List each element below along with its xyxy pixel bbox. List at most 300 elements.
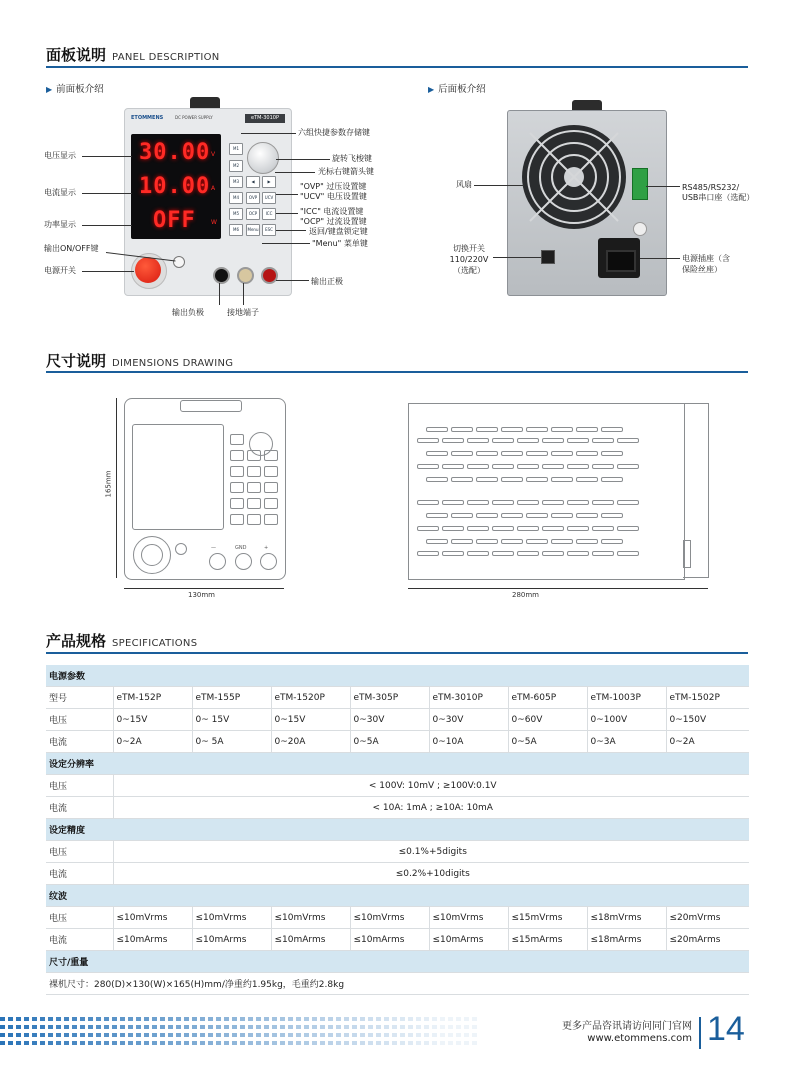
outline-terminal-gnd: [235, 553, 252, 570]
dot: [88, 1033, 93, 1037]
dot: [448, 1033, 453, 1037]
dot: [0, 1041, 5, 1045]
outline-key: [247, 482, 261, 493]
vent-slot: [576, 427, 598, 432]
dot: [352, 1017, 357, 1021]
model-cell: eTM-1520P: [271, 687, 350, 709]
display-screen: [131, 134, 221, 239]
leader-line: [493, 257, 541, 258]
label-ovp: "OVP" 过压设置键: [300, 182, 367, 191]
specs-title-cn: 产品规格: [46, 632, 107, 650]
dot: [464, 1033, 469, 1037]
model-cell: eTM-1502P: [666, 687, 749, 709]
dot: [464, 1025, 469, 1029]
dot: [448, 1017, 453, 1021]
vent-slot: [467, 500, 489, 505]
outline-key: [247, 514, 261, 525]
dot: [312, 1017, 317, 1021]
dot: [32, 1017, 37, 1021]
output-negative-terminal[interactable]: [213, 267, 230, 284]
dot: [8, 1017, 13, 1021]
group-accuracy: 设定精度: [46, 819, 749, 841]
dot: [360, 1033, 365, 1037]
dot: [344, 1041, 349, 1045]
back-heading-text: 后面板介绍: [438, 84, 486, 95]
dot: [304, 1033, 309, 1037]
table-row-current: [46, 731, 749, 753]
leader-line: [646, 186, 680, 187]
dot: [40, 1041, 45, 1045]
model-cell: eTM-152P: [113, 687, 192, 709]
dot: [320, 1017, 325, 1021]
ucv-button[interactable]: UCV: [262, 192, 276, 204]
label-knob: 旋转飞梭键: [332, 154, 372, 163]
dot: [248, 1041, 253, 1045]
dot: [192, 1025, 197, 1029]
dot: [56, 1025, 61, 1029]
dot: [440, 1033, 445, 1037]
dot: [464, 1017, 469, 1021]
ripple-current-cell: ≤20mArms: [666, 929, 749, 951]
vent-slot: [417, 464, 439, 469]
leader-line: [262, 243, 310, 244]
dot: [160, 1041, 165, 1045]
unit-a: A: [211, 185, 216, 192]
acc-voltage-value: ≤0.1%+5digits: [113, 841, 749, 863]
label-fan: 风扇: [456, 180, 472, 189]
esc-button[interactable]: ESC: [262, 224, 276, 236]
group-resolution: 设定分辨率: [46, 753, 749, 775]
triangle-bullet-icon: ▶: [428, 85, 435, 94]
voltage-switch: [541, 250, 555, 264]
dot: [464, 1041, 469, 1045]
vent-slot: [526, 539, 548, 544]
dot: [304, 1017, 309, 1021]
label-ucv: "UCV" 电压设置键: [300, 192, 367, 201]
dot: [56, 1033, 61, 1037]
vent-slot: [476, 539, 498, 544]
dot: [368, 1041, 373, 1045]
dot: [328, 1041, 333, 1045]
dot: [344, 1033, 349, 1037]
row-label: 电压: [46, 775, 113, 797]
dot: [160, 1025, 165, 1029]
vent-slot: [617, 438, 639, 443]
label-rs485: RS485/RS232/: [682, 183, 740, 192]
dot: [432, 1041, 437, 1045]
vent-slot: [592, 551, 614, 556]
vent-slot: [451, 427, 473, 432]
m4-button[interactable]: M4: [229, 192, 243, 204]
dot: [224, 1025, 229, 1029]
section-divider: [46, 652, 748, 654]
vent-slot: [617, 500, 639, 505]
vent-slot: [517, 551, 539, 556]
dot: [144, 1017, 149, 1021]
acc-current-value: ≤0.2%+10digits: [113, 863, 749, 885]
dot: [288, 1041, 293, 1045]
dot: [8, 1041, 13, 1045]
dot: [352, 1041, 357, 1045]
dot: [0, 1017, 5, 1021]
dot: [416, 1041, 421, 1045]
dot: [336, 1041, 341, 1045]
section-divider: [46, 371, 748, 373]
dot: [256, 1041, 261, 1045]
panel-title-cn: 面板说明: [46, 46, 107, 64]
dot: [264, 1033, 269, 1037]
leader-line: [82, 225, 132, 226]
dot: [272, 1025, 277, 1029]
dot: [88, 1025, 93, 1029]
vent-slot: [576, 539, 598, 544]
dot: [288, 1025, 293, 1029]
vent-slot: [442, 464, 464, 469]
dot: [152, 1017, 157, 1021]
dot: [376, 1017, 381, 1021]
leader-line: [276, 230, 306, 231]
dot: [472, 1033, 477, 1037]
dot: [392, 1017, 397, 1021]
label-icc: "ICC" 电流设置键: [300, 207, 364, 216]
dot: [360, 1041, 365, 1045]
output-positive-terminal[interactable]: [261, 267, 278, 284]
dot: [24, 1041, 29, 1045]
model-cell: eTM-605P: [508, 687, 587, 709]
ripple-current-cell: ≤10mArms: [429, 929, 508, 951]
dot: [136, 1041, 141, 1045]
vent-slot: [601, 477, 623, 482]
dot: [416, 1033, 421, 1037]
dot: [104, 1041, 109, 1045]
dot: [232, 1033, 237, 1037]
power-readout: OFF: [153, 208, 196, 233]
dot: [240, 1041, 245, 1045]
ripple-current-cell: ≤18mArms: [587, 929, 666, 951]
ripple-voltage-cell: ≤10mVrms: [271, 907, 350, 929]
voltage-readout: 30.00: [139, 140, 211, 165]
dot: [24, 1025, 29, 1029]
vent-slot: [417, 526, 439, 531]
outline-key: [230, 498, 244, 509]
vent-slot: [542, 464, 564, 469]
dot: [176, 1017, 181, 1021]
dot: [440, 1041, 445, 1045]
dot: [384, 1025, 389, 1029]
dot: [424, 1017, 429, 1021]
dot: [272, 1033, 277, 1037]
dot: [296, 1033, 301, 1037]
current-cell: 0~20A: [271, 731, 350, 753]
dot: [144, 1033, 149, 1037]
dot: [152, 1033, 157, 1037]
dot: [216, 1025, 221, 1029]
dot: [432, 1033, 437, 1037]
dot: [96, 1033, 101, 1037]
dot: [104, 1033, 109, 1037]
vent-slot: [501, 539, 523, 544]
outline-key: [264, 514, 278, 525]
voltage-cell: 0~ 15V: [192, 709, 271, 731]
vent-slot: [526, 513, 548, 518]
table-row-acc-voltage: [46, 841, 749, 863]
dot: [200, 1041, 205, 1045]
dot: [224, 1033, 229, 1037]
dot: [0, 1025, 5, 1029]
dot: [264, 1017, 269, 1021]
voltage-cell: 0~150V: [666, 709, 749, 731]
size-weight-value: 裸机尺寸：280(D)×130(W)×165(H)mm/净重约1.95kg，毛重约2.8kg: [46, 973, 749, 995]
height-dimension: 165mm: [104, 470, 113, 498]
dot: [408, 1025, 413, 1029]
dot: [128, 1033, 133, 1037]
dot: [120, 1041, 125, 1045]
vent-slot: [551, 451, 573, 456]
vent-slot: [476, 427, 498, 432]
dot: [112, 1041, 117, 1045]
leader-line: [276, 159, 330, 160]
vent-slot: [426, 427, 448, 432]
dot: [40, 1017, 45, 1021]
label-cursor-keys: 光标右键箭头键: [318, 167, 374, 176]
dot: [104, 1017, 109, 1021]
dot: [16, 1033, 21, 1037]
panel-section-title: [46, 44, 220, 65]
vent-slot: [601, 427, 623, 432]
model-cell: eTM-305P: [350, 687, 429, 709]
vent-slot: [442, 500, 464, 505]
side-terminal-bump: [683, 540, 691, 568]
dot: [384, 1017, 389, 1021]
dot: [320, 1033, 325, 1037]
depth-dimension-line: [408, 588, 708, 589]
dot: [72, 1025, 77, 1029]
res-current-value: < 10A: 1mA ; ≥10A: 10mA: [113, 797, 749, 819]
dot: [56, 1017, 61, 1021]
vent-slot: [451, 539, 473, 544]
dot: [40, 1025, 45, 1029]
ripple-voltage-cell: ≤15mVrms: [508, 907, 587, 929]
dot: [176, 1025, 181, 1029]
row-label: 电流: [46, 929, 113, 951]
m2-button[interactable]: M2: [229, 160, 243, 172]
vent-slot: [492, 500, 514, 505]
row-label: 电压: [46, 841, 113, 863]
dot: [168, 1033, 173, 1037]
vent-slot: [542, 500, 564, 505]
dot: [472, 1025, 477, 1029]
dot: [448, 1041, 453, 1045]
dot: [136, 1025, 141, 1029]
leader-line: [276, 194, 298, 195]
outline-key: [230, 514, 244, 525]
m1-button[interactable]: M1: [229, 143, 243, 155]
dimensions-title-en: DIMENSIONS DRAWING: [112, 358, 234, 369]
vent-slot: [417, 551, 439, 556]
vent-slot: [542, 551, 564, 556]
back-panel-heading: [428, 81, 486, 95]
vent-slot: [576, 451, 598, 456]
dot: [72, 1033, 77, 1037]
dot: [120, 1017, 125, 1021]
dot: [344, 1025, 349, 1029]
dot: [224, 1017, 229, 1021]
icc-button[interactable]: ICC: [262, 208, 276, 220]
vent-slot: [601, 539, 623, 544]
current-cell: 0~ 5A: [192, 731, 271, 753]
unit-v: V: [211, 151, 216, 158]
dot: [432, 1017, 437, 1021]
dot: [296, 1017, 301, 1021]
leader-line: [243, 283, 244, 305]
dot: [200, 1017, 205, 1021]
footer-website[interactable]: www.etommens.com: [587, 1033, 692, 1044]
vent-slot: [451, 451, 473, 456]
vent-slot: [601, 451, 623, 456]
vent-slot: [567, 551, 589, 556]
height-dimension-line: [116, 398, 117, 578]
dot: [32, 1025, 37, 1029]
label-six-keys: 六组快捷参数存储键: [298, 128, 370, 137]
dot: [192, 1033, 197, 1037]
dot: [408, 1041, 413, 1045]
dot: [64, 1041, 69, 1045]
outline-key: [264, 498, 278, 509]
dot: [320, 1041, 325, 1045]
dot: [96, 1025, 101, 1029]
label-switch-3: （选配）: [453, 266, 485, 275]
leader-line: [82, 271, 134, 272]
outline-display: [132, 424, 224, 530]
dot: [192, 1041, 197, 1045]
triangle-bullet-icon: ▶: [46, 85, 53, 94]
dot: [424, 1025, 429, 1029]
dot: [72, 1041, 77, 1045]
dot: [192, 1017, 197, 1021]
voltage-cell: 0~30V: [429, 709, 508, 731]
dot: [184, 1041, 189, 1045]
side-front-edge: [708, 403, 709, 578]
dot: [216, 1017, 221, 1021]
dot: [368, 1025, 373, 1029]
voltage-cell: 0~15V: [113, 709, 192, 731]
ripple-voltage-cell: ≤20mVrms: [666, 907, 749, 929]
rotary-knob[interactable]: [247, 142, 279, 174]
row-label: 电流: [46, 863, 113, 885]
dot: [200, 1033, 205, 1037]
outline-key: [230, 450, 244, 461]
dot: [336, 1025, 341, 1029]
leader-line: [275, 172, 315, 173]
knob-label-gnd: GND: [235, 545, 247, 551]
vent-slot: [442, 551, 464, 556]
output-on-off-button[interactable]: [173, 256, 185, 268]
vent-slot: [592, 464, 614, 469]
vent-slot: [576, 513, 598, 518]
vent-slot: [542, 526, 564, 531]
dot: [312, 1033, 317, 1037]
res-voltage-value: < 100V: 10mV ; ≥100V:0.1V: [113, 775, 749, 797]
label-output-negative: 输出负极: [172, 308, 204, 317]
vent-slot: [501, 451, 523, 456]
dot: [152, 1025, 157, 1029]
m5-button[interactable]: M5: [229, 208, 243, 220]
dot: [384, 1041, 389, 1045]
leader-line: [241, 133, 296, 134]
dot: [144, 1041, 149, 1045]
voltage-cell: 0~60V: [508, 709, 587, 731]
dot: [256, 1017, 261, 1021]
ground-terminal[interactable]: [237, 267, 254, 284]
dot: [216, 1033, 221, 1037]
dot: [112, 1025, 117, 1029]
dot: [400, 1033, 405, 1037]
dot: [392, 1025, 397, 1029]
model-cell: eTM-3010P: [429, 687, 508, 709]
power-switch[interactable]: [135, 257, 161, 283]
group-row-size: [46, 951, 749, 973]
dot: [232, 1041, 237, 1045]
vent-slot: [467, 551, 489, 556]
vent-slot: [426, 477, 448, 482]
dot: [48, 1017, 53, 1021]
vent-slot: [426, 539, 448, 544]
vent-slot: [492, 438, 514, 443]
dot: [280, 1025, 285, 1029]
ovp-button[interactable]: OVP: [246, 192, 260, 204]
dot: [160, 1017, 165, 1021]
cursor-left-button[interactable]: ◀: [246, 176, 260, 188]
dot: [440, 1025, 445, 1029]
ocp-button[interactable]: OCP: [246, 208, 260, 220]
dot: [376, 1025, 381, 1029]
dot-row: [0, 1033, 477, 1037]
dot: [32, 1033, 37, 1037]
m3-button[interactable]: M3: [229, 176, 243, 188]
dot: [248, 1033, 253, 1037]
table-row-res-voltage: [46, 775, 749, 797]
knob-label-pos: +: [264, 545, 269, 551]
dot: [8, 1033, 13, 1037]
dot: [280, 1033, 285, 1037]
row-label: 电压: [46, 907, 113, 929]
dot: [160, 1033, 165, 1037]
ripple-current-cell: ≤10mArms: [192, 929, 271, 951]
label-usb: USB串口座（选配）: [682, 193, 755, 202]
cursor-right-button[interactable]: ▶: [262, 176, 276, 188]
ripple-current-cell: ≤10mArms: [271, 929, 350, 951]
vent-slot: [517, 526, 539, 531]
dot: [32, 1041, 37, 1045]
menu-button[interactable]: Menu: [246, 224, 260, 236]
outline-key: [264, 450, 278, 461]
dot: [456, 1017, 461, 1021]
vent-slot: [592, 438, 614, 443]
row-label: 电压: [46, 709, 113, 731]
vent-slot: [617, 526, 639, 531]
front-panel-heading: [46, 81, 104, 95]
dot: [288, 1033, 293, 1037]
dot: [240, 1033, 245, 1037]
dot: [416, 1017, 421, 1021]
current-cell: 0~5A: [508, 731, 587, 753]
side-bottom-edge: [683, 577, 708, 578]
dot: [16, 1041, 21, 1045]
dot: [128, 1017, 133, 1021]
dot: [440, 1017, 445, 1021]
m6-button[interactable]: M6: [229, 224, 243, 236]
vent-slot: [501, 427, 523, 432]
